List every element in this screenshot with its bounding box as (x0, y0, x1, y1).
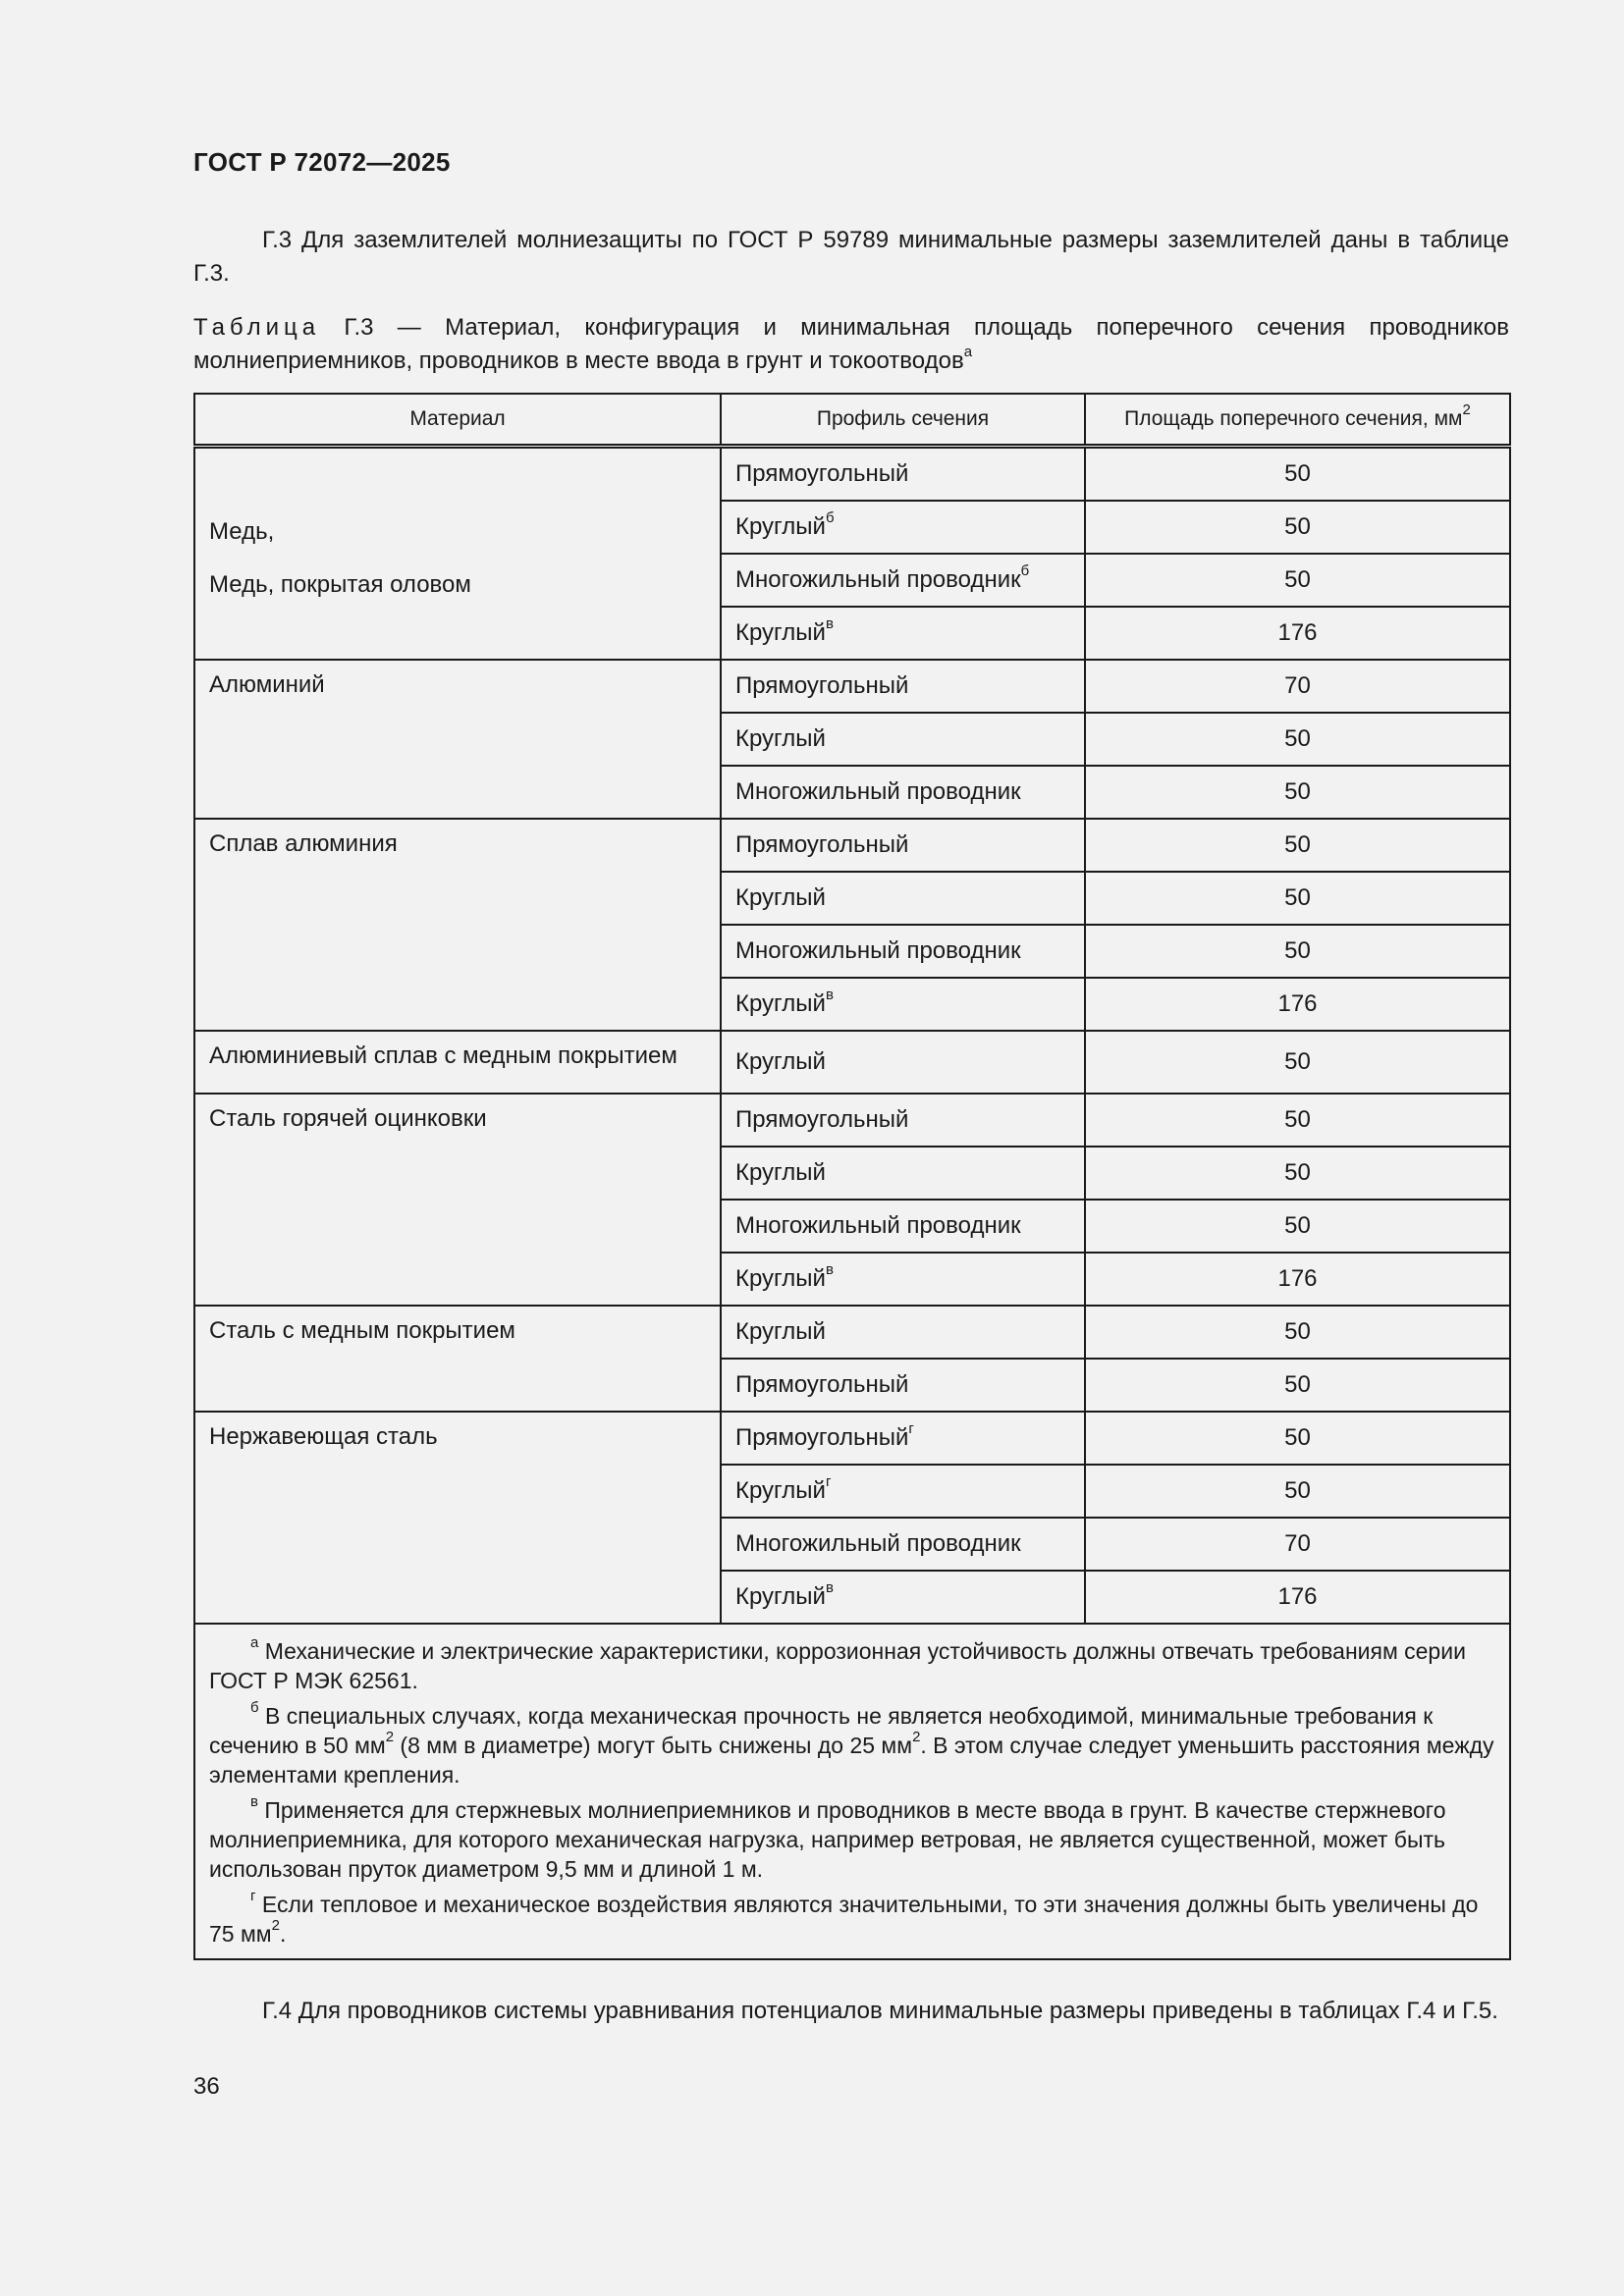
footnote-mark: б (250, 1699, 259, 1717)
profile-cell (721, 819, 1085, 872)
profile-footnote-mark: в (825, 987, 834, 1003)
material-cell (194, 1412, 721, 1624)
profile-name: Круглый (735, 1318, 826, 1345)
table-notes-row (194, 1624, 1510, 1959)
profile-cell (721, 1518, 1085, 1571)
profile-name: Круглый (735, 1477, 826, 1504)
profile-name: Прямоугольный (735, 1424, 909, 1451)
conductor-cross-section-table (193, 393, 1511, 1960)
profile-footnote-mark: г (825, 1473, 832, 1490)
profile-name: Прямоугольный (735, 1371, 909, 1398)
paragraph-g4: Г.4 Для проводников системы уравнивания потенциалов минимальные размеры приведены в таблицах Г.4 и Г.5. (262, 1998, 1498, 2024)
profile-cell (721, 1147, 1085, 1200)
area-value-cell: 50 (1085, 713, 1510, 766)
table-footnote (209, 1795, 1495, 1884)
table-row (194, 819, 1510, 872)
table-row (194, 1031, 1510, 1094)
footnote-text: Применяется для стержневых молниеприемников и проводников в месте ввода в грунт. В качестве стержневого молниеприемника, для которого механическая нагрузка, например ветровая, не является существенной, может быть использован пруток диаметром 9,5 мм и длиной 1 м. (209, 1797, 1446, 1882)
header-profile: Профиль сечения (721, 394, 1085, 447)
profile-cell (721, 1031, 1085, 1094)
material-cell (194, 447, 721, 661)
area-value-cell: 50 (1085, 925, 1510, 978)
area-value-cell: 50 (1085, 1465, 1510, 1518)
document-code-header: ГОСТ Р 72072—2025 (193, 147, 451, 177)
material-cell (194, 1031, 721, 1094)
material-name: Сталь горячей оцинковки (209, 1105, 487, 1132)
profile-cell (721, 872, 1085, 925)
profile-name: Прямоугольный (735, 672, 909, 699)
area-value-cell: 70 (1085, 1518, 1510, 1571)
profile-footnote-mark: в (825, 1579, 834, 1596)
paragraph-g3: Г.3 Для заземлителей молниезащиты по ГОСТ Р 59789 минимальные размеры заземлителей даны в таблице Г.3. (193, 227, 1509, 287)
unit-exponent: 2 (271, 1917, 280, 1935)
profile-cell (721, 713, 1085, 766)
area-value-cell: 50 (1085, 819, 1510, 872)
material-cell (194, 819, 721, 1031)
table-caption-label: Таблица (193, 314, 321, 341)
area-value-cell: 50 (1085, 1359, 1510, 1412)
profile-name: Многожильный проводник (735, 1530, 1021, 1557)
area-value-cell: 50 (1085, 554, 1510, 607)
table-caption (193, 311, 1509, 378)
profile-footnote-mark: в (825, 1261, 834, 1278)
header-area-label: Площадь поперечного сечения, мм (1124, 407, 1463, 430)
profile-name: Круглый (735, 1159, 826, 1186)
footnote-text: В специальных случаях, когда механическая прочность не является необходимой, минимальные требования к сечению в 50 мм (209, 1703, 1434, 1758)
table-notes (194, 1624, 1510, 1959)
table-row (194, 1412, 1510, 1465)
area-value-cell: 50 (1085, 872, 1510, 925)
profile-cell (721, 978, 1085, 1031)
footnote-text: . В этом случае следует уменьшить расстояния между элементами крепления. (209, 1733, 1494, 1788)
footnote-mark: г (250, 1888, 256, 1905)
table-row (194, 447, 1510, 502)
footnote-mark: в (250, 1793, 258, 1811)
area-value-cell: 176 (1085, 1571, 1510, 1624)
header-area-unit-exponent: 2 (1462, 401, 1471, 418)
profile-cell (721, 660, 1085, 713)
table-footnote (209, 1701, 1495, 1789)
profile-cell (721, 554, 1085, 607)
profile-cell (721, 1094, 1085, 1147)
material-cell (194, 660, 721, 819)
profile-name: Круглый (735, 1583, 826, 1610)
table-row (194, 660, 1510, 713)
profile-cell (721, 447, 1085, 502)
profile-name: Круглый (735, 513, 826, 540)
material-name: Алюминиевый сплав с медным покрытием (209, 1042, 677, 1069)
profile-name: Прямоугольный (735, 831, 909, 858)
material-cell (194, 1094, 721, 1306)
profile-cell (721, 1253, 1085, 1306)
area-value-cell: 50 (1085, 1147, 1510, 1200)
profile-name: Многожильный проводник (735, 1212, 1021, 1239)
area-value-cell: 50 (1085, 1412, 1510, 1465)
profile-name: Круглый (735, 990, 826, 1017)
material-name: Сплав алюминия (209, 830, 398, 857)
profile-name: Многожильный проводник (735, 566, 1021, 593)
footnote-text: Если тепловое и механическое воздействия являются значительными, то эти значения должны быть увеличены до 75 мм (209, 1892, 1479, 1947)
area-value-cell: 176 (1085, 1253, 1510, 1306)
table-row (194, 1094, 1510, 1147)
table-row (194, 1306, 1510, 1359)
profile-cell (721, 1571, 1085, 1624)
profile-name: Круглый (735, 619, 826, 646)
page-number: 36 (193, 2073, 220, 2100)
footnote-text: (8 мм в диаметре) могут быть снижены до 25 мм (394, 1733, 913, 1758)
profile-cell (721, 1465, 1085, 1518)
material-name: Медь, (209, 518, 275, 545)
profile-name: Круглый (735, 725, 826, 752)
table-footnote (209, 1890, 1495, 1949)
header-material: Материал (194, 394, 721, 447)
area-value-cell: 70 (1085, 660, 1510, 713)
profile-cell (721, 1359, 1085, 1412)
profile-footnote-mark: г (908, 1420, 914, 1437)
profile-cell (721, 766, 1085, 819)
unit-exponent: 2 (912, 1729, 921, 1746)
profile-cell (721, 925, 1085, 978)
area-value-cell: 50 (1085, 766, 1510, 819)
profile-name: Многожильный проводник (735, 937, 1021, 964)
table-body (194, 447, 1510, 1625)
area-value-cell: 50 (1085, 447, 1510, 502)
material-name: Сталь с медным покрытием (209, 1317, 515, 1344)
profile-name: Прямоугольный (735, 1106, 909, 1133)
material-name: Нержавеющая сталь (209, 1423, 438, 1450)
header-area (1085, 394, 1510, 447)
area-value-cell: 176 (1085, 607, 1510, 660)
profile-footnote-mark: б (1020, 562, 1030, 579)
table-caption-text: Г.3 — Материал, конфигурация и минимальная площадь поперечного сечения проводников молниеприемников, проводников в месте ввода в грунт и токоотводов (193, 314, 1509, 374)
table-footnote (209, 1636, 1495, 1695)
profile-footnote-mark: в (825, 615, 834, 632)
profile-cell (721, 607, 1085, 660)
area-value-cell: 50 (1085, 1031, 1510, 1094)
area-value-cell: 176 (1085, 978, 1510, 1031)
material-cell (194, 1306, 721, 1412)
material-name: Алюминий (209, 671, 325, 698)
table-header-row (194, 394, 1510, 447)
profile-cell (721, 501, 1085, 554)
area-value-cell: 50 (1085, 1200, 1510, 1253)
unit-exponent: 2 (385, 1729, 395, 1746)
profile-name: Многожильный проводник (735, 778, 1021, 805)
profile-name: Круглый (735, 884, 826, 911)
footnote-mark: а (250, 1634, 259, 1652)
area-value-cell: 50 (1085, 1094, 1510, 1147)
profile-cell (721, 1200, 1085, 1253)
area-value-cell: 50 (1085, 1306, 1510, 1359)
footnote-text: . (279, 1921, 287, 1947)
profile-cell (721, 1412, 1085, 1465)
profile-name: Прямоугольный (735, 460, 909, 487)
table-caption-footnote-mark: а (963, 344, 973, 360)
material-name: Медь, покрытая оловом (209, 571, 471, 598)
profile-name: Круглый (735, 1048, 826, 1075)
profile-cell (721, 1306, 1085, 1359)
profile-name: Круглый (735, 1265, 826, 1292)
area-value-cell: 50 (1085, 501, 1510, 554)
profile-footnote-mark: б (825, 509, 835, 526)
footnote-text: Механические и электрические характеристики, коррозионная устойчивость должны отвечать требованиям серии ГОСТ Р МЭК 62561. (209, 1638, 1466, 1693)
